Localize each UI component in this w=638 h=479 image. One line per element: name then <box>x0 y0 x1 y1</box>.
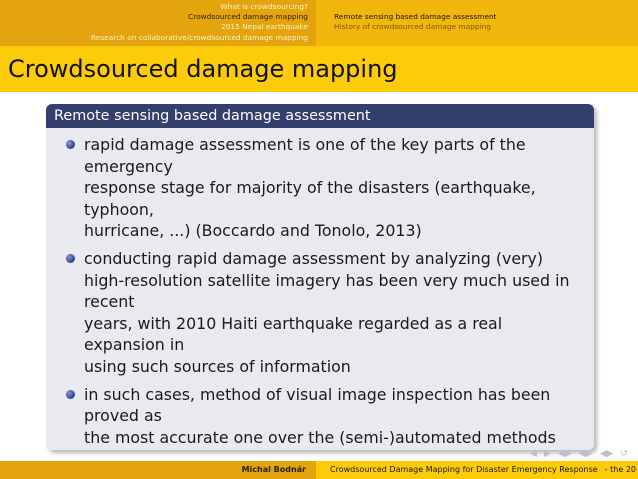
bullet-icon <box>66 390 75 399</box>
footer-author: Michal Bodnár <box>0 461 316 479</box>
footer-title-area <box>316 461 638 479</box>
content-block <box>46 104 594 450</box>
footer-title: Crowdsourced Damage Mapping for Disaster Emergency Response <box>330 465 598 474</box>
bullet-icon <box>66 254 75 263</box>
nav-subsection-icon[interactable]: ◀▶ <box>578 449 593 459</box>
block-body <box>46 128 594 450</box>
nav-slide-left-icon[interactable]: ◀ <box>530 449 537 459</box>
list-item-text: in such cases, method of visual image inspection has been proved as the most accurate one over the (semi-)automated methods <box>84 384 556 447</box>
nav-subsection-history[interactable]: History of crowdsourced damage mapping <box>334 22 491 32</box>
frame-title: Crowdsourced damage mapping <box>8 55 398 83</box>
list-item <box>62 384 586 450</box>
nav-section-icon[interactable]: ◀▶ <box>599 449 614 459</box>
nav-section-damage-mapping[interactable]: Crowdsourced damage mapping <box>188 12 308 22</box>
list-item <box>62 248 586 378</box>
nav-frame-icon[interactable]: ◀▶ <box>557 449 572 459</box>
section-navigation <box>0 0 316 46</box>
subsection-navigation <box>316 0 638 46</box>
page-number: - the 20 <box>604 465 636 474</box>
header-navigation <box>0 0 638 46</box>
nav-search-icon[interactable]: ↺ <box>620 449 628 459</box>
list-item-text: rapid damage assessment is one of the key parts of the emergency response stage for majority of the disasters (earthquake, typhoon, hurricane, ...) (Boccardo and Tonolo, 2013) <box>84 135 536 241</box>
frame-title-bar <box>0 46 638 92</box>
list-item-text: conducting rapid damage assessment by analyzing (very) high-resolution satellite imagery has been very much used in recent years, with 2010 Haiti earthquake regarded as a real expansion in using such sources of information <box>84 248 570 376</box>
list-item <box>62 134 586 242</box>
nav-section-crowdsourcing[interactable]: What is crowdsourcing? <box>220 2 308 11</box>
nav-slide-right-icon[interactable]: ▶ <box>544 449 551 459</box>
nav-section-nepal-earthquake[interactable]: 2015 Nepal earthquake <box>220 22 308 32</box>
bullet-icon <box>66 140 75 149</box>
nav-subsection-remote-sensing[interactable]: Remote sensing based damage assessment <box>334 12 497 21</box>
footer <box>0 461 638 479</box>
navigation-symbols <box>530 448 628 460</box>
block-title: Remote sensing based damage assessment <box>46 104 594 128</box>
nav-section-research[interactable]: Research on collaborative/crowdsourced damage mapping <box>90 32 308 42</box>
